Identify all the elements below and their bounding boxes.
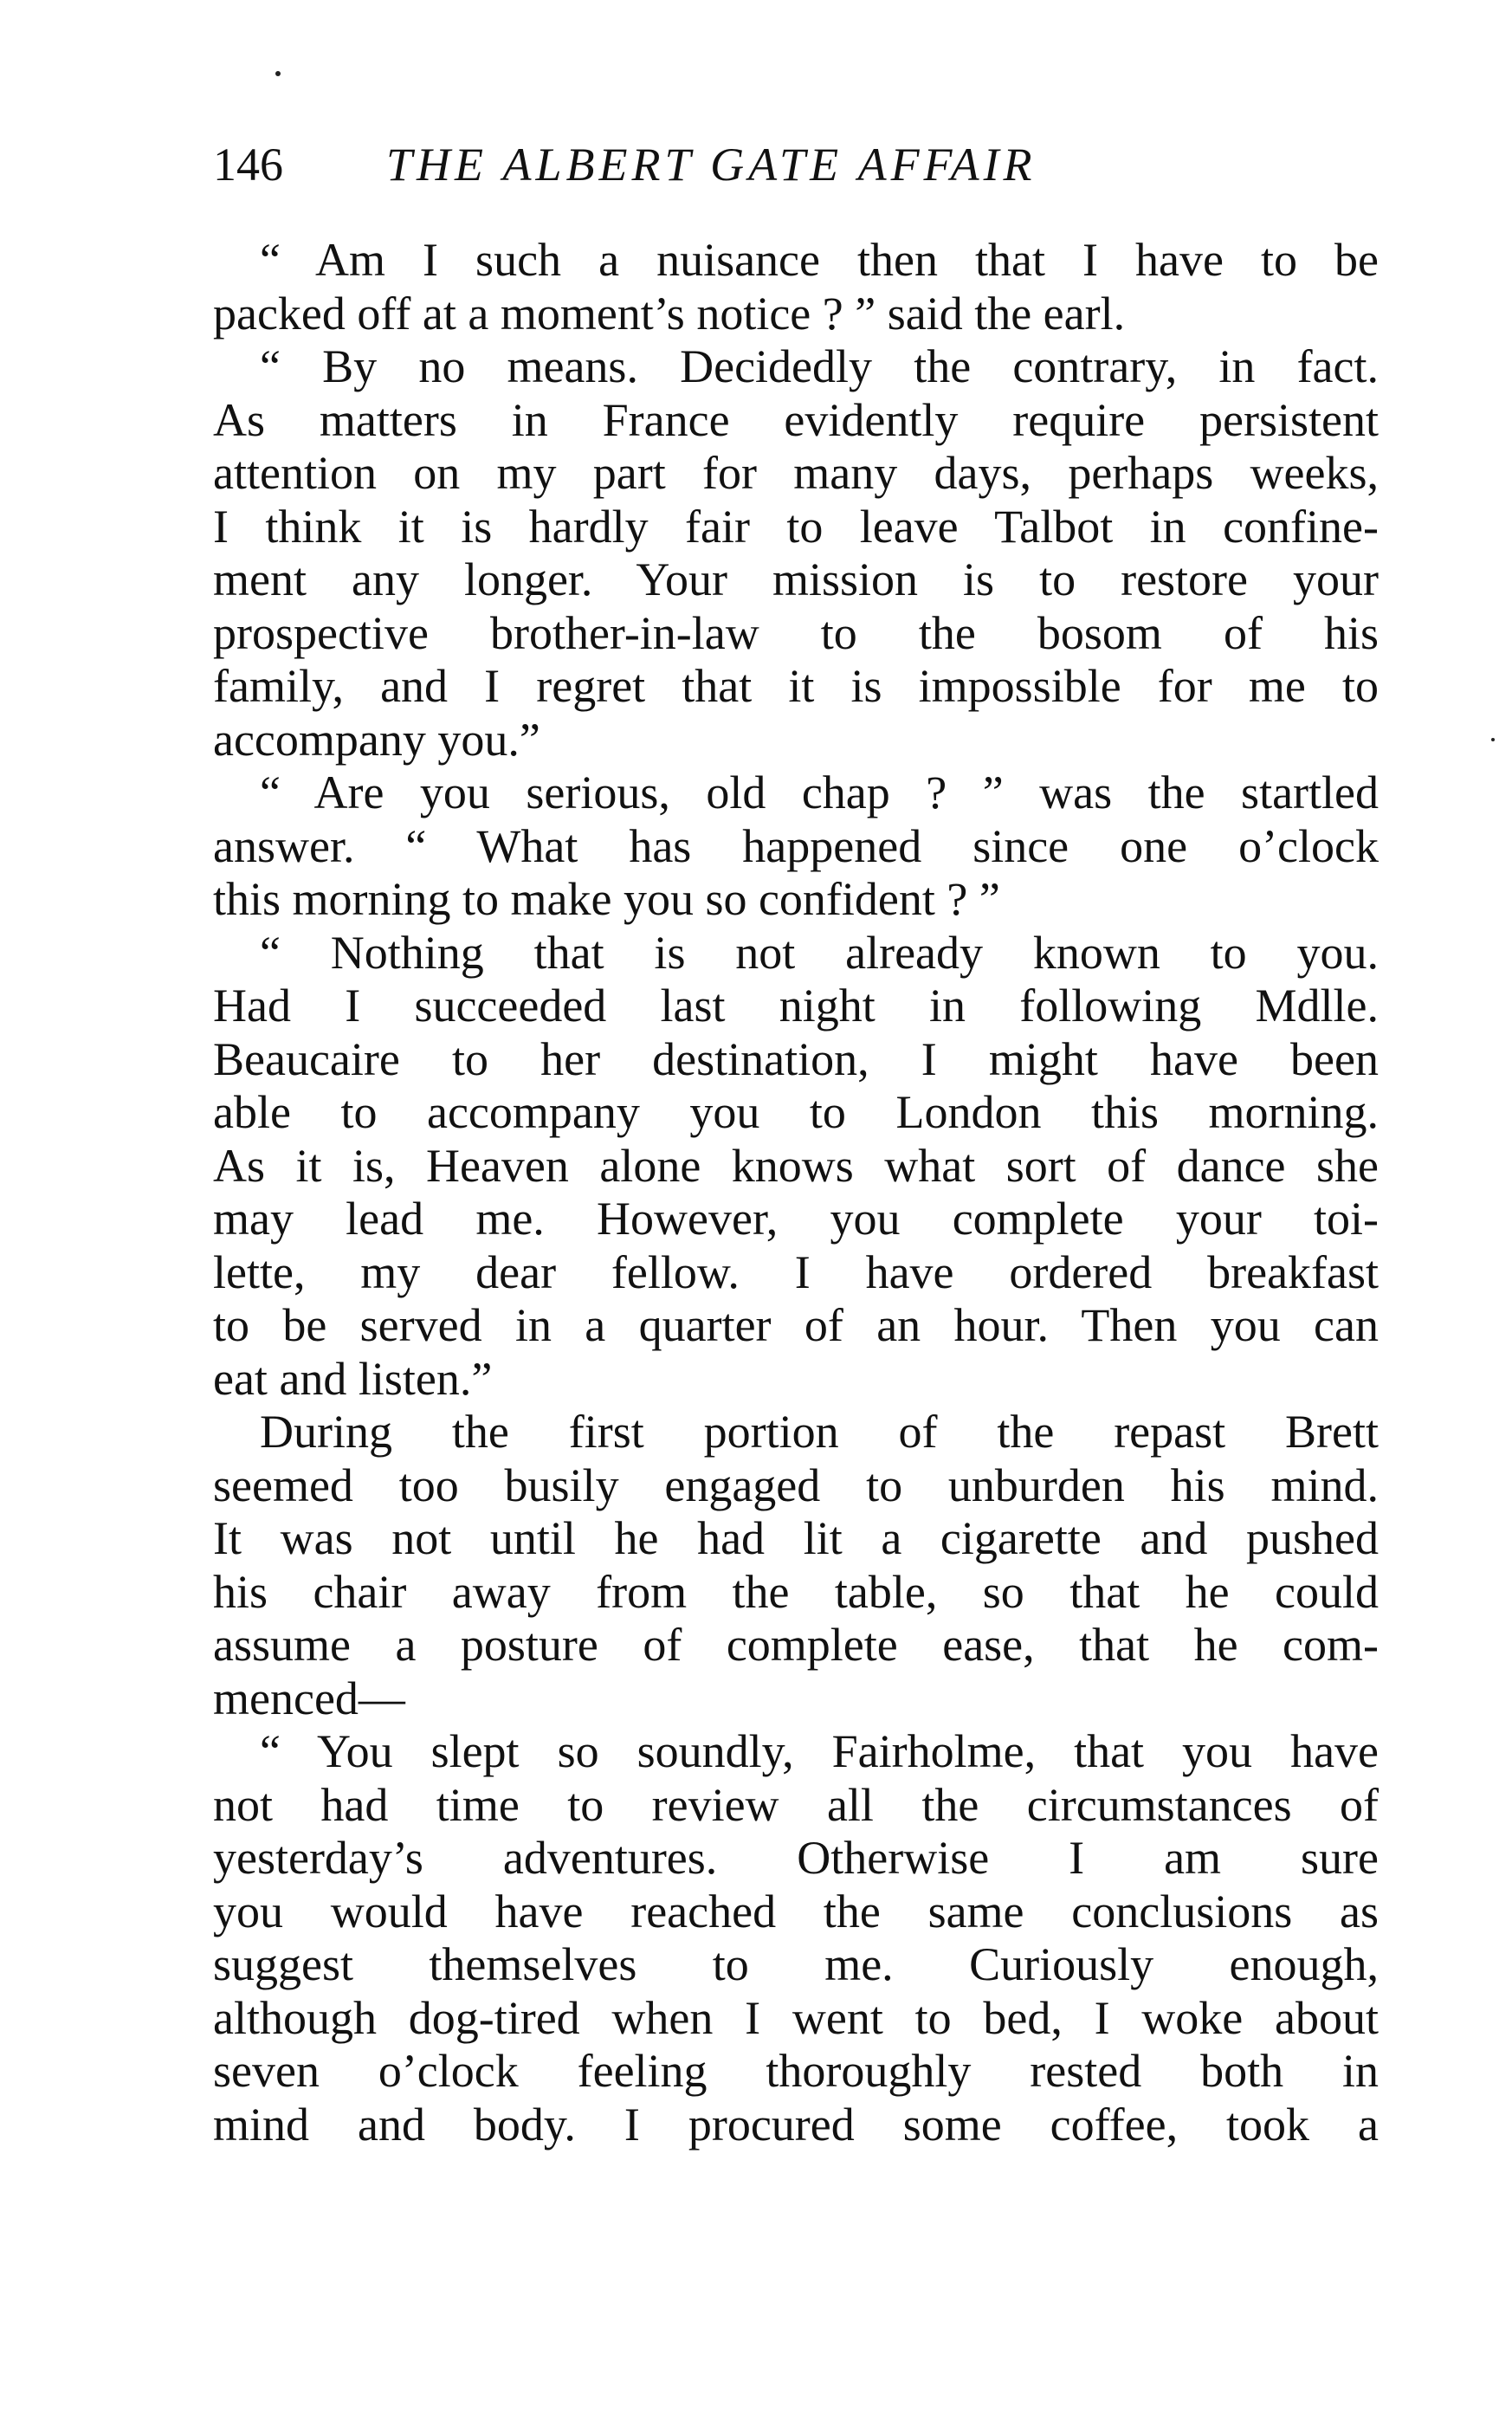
text-line: answer. “ What has happened since one o’clock: [213, 819, 1379, 872]
text-line: attention on my part for many days, perhaps weeks,: [213, 447, 1379, 499]
page-header: [213, 139, 1226, 191]
text-line: seven o’clock feeling thoroughly rested both in: [213, 2045, 1379, 2097]
text-line: family, and I regret that it is impossible for me to: [213, 660, 1379, 712]
text-line: may lead me. However, you complete your toi-: [213, 1193, 1379, 1245]
text-line: packed off at a moment’s notice ? ” said the earl.: [213, 287, 1126, 340]
text-line: this morning to make you so confident ? ”: [213, 873, 1000, 925]
text-line: mind and body. I procured some coffee, took a: [213, 2098, 1379, 2151]
text-line: “ Nothing that is not already known to you.: [260, 926, 1379, 979]
text-line: lette, my dear fellow. I have ordered breakfast: [213, 1245, 1379, 1298]
text-line: prospective brother-in-law to the bosom of his: [213, 606, 1379, 659]
text-line: not had time to review all the circumstances of: [213, 1778, 1379, 1831]
text-line: During the first portion of the repast Brett: [260, 1406, 1379, 1458]
text-line: suggest themselves to me. Curiously enough,: [213, 1938, 1379, 1990]
text-line: you would have reached the same conclusions as: [213, 1885, 1379, 1937]
text-line: eat and listen.”: [213, 1352, 493, 1405]
text-line: seemed too busily engaged to unburden his mind.: [213, 1459, 1379, 1511]
page-number: 146: [213, 139, 283, 191]
text-line: although dog-tired when I went to bed, I woke about: [213, 1991, 1379, 2044]
text-line: “ Am I such a nuisance then that I have to be: [260, 234, 1379, 286]
text-line: As it is, Heaven alone knows what sort of dance she: [213, 1139, 1379, 1192]
text-line: As matters in France evidently require persistent: [213, 393, 1379, 446]
text-line: assume a posture of complete ease, that he com-: [213, 1619, 1379, 1671]
text-line: able to accompany you to London this morning.: [213, 1086, 1379, 1138]
text-line: Beaucaire to her destination, I might have been: [213, 1032, 1379, 1085]
text-line: ment any longer. Your mission is to restore your: [213, 553, 1379, 605]
text-line: to be served in a quarter of an hour. Then you can: [213, 1299, 1379, 1351]
text-line: his chair away from the table, so that he could: [213, 1565, 1379, 1618]
text-line: menced—: [213, 1672, 405, 1724]
text-line: It was not until he had lit a cigarette and pushed: [213, 1512, 1379, 1564]
text-line: accompany you.”: [213, 713, 540, 766]
text-line: “ You slept so soundly, Fairholme, that you have: [260, 1725, 1379, 1777]
text-line: I think it is hardly fair to leave Talbot in confine-: [213, 500, 1379, 553]
ink-speck: [275, 71, 281, 76]
running-title: THE ALBERT GATE AFFAIR: [386, 139, 1037, 191]
text-line: Had I succeeded last night in following Mdlle.: [213, 980, 1379, 1032]
text-line: “ Are you serious, old chap ? ” was the startled: [260, 766, 1379, 818]
body-text: [213, 234, 1379, 2151]
text-line: “ By no means. Decidedly the contrary, in fact.: [260, 340, 1379, 392]
ink-speck: [1491, 738, 1495, 741]
text-line: yesterday’s adventures. Otherwise I am sure: [213, 1832, 1379, 1884]
